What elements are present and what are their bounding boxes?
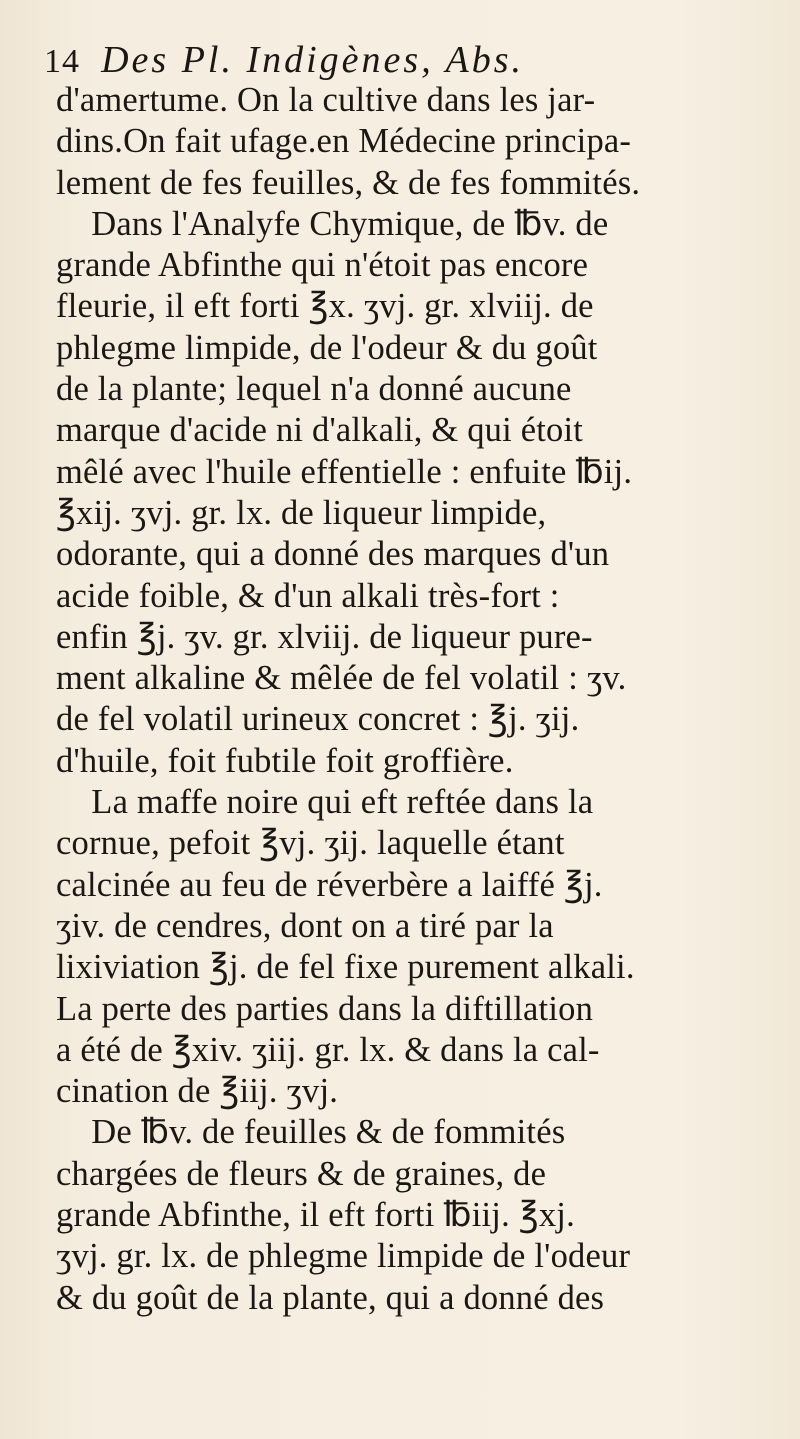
text-line: d'amertume. On la cultive dans les jar- [56,81,596,119]
text-line: grande Abfinthe, il eft forti ℔iij. ℥xj. [56,1196,575,1235]
text-line: ʒvj. gr. lx. de phlegme limpide de l'odeur [56,1237,631,1276]
text-line: enfin ℥j. ʒv. gr. xlviij. de liqueur pure- [56,617,593,656]
text-line: dins.On fait ufage.en Médecine principa- [56,122,632,161]
text-line: cination de ℥iij. ʒvj. [56,1072,339,1111]
text-line: ment alkaline & mêlée de fel volatil : ʒv. [56,659,627,698]
text-line: odorante, qui a donné des marques d'un [56,535,610,574]
text-line: cornue, pefoit ℥vj. ʒij. laquelle étant [56,824,565,863]
text-line: a été de ℥xiv. ʒiij. gr. lx. & dans la cal- [56,1030,600,1069]
text-line: & du goût de la plante, qui a donné des [56,1278,605,1317]
text-line: Dans l'Analyfe Chymique, de ℔v. de [56,204,609,243]
text-line: d'huile, foit fubtile foit groffière. [56,741,514,780]
text-line: de la plante; lequel n'a donné aucune [56,370,572,409]
text-line: phlegme limpide, de l'odeur & du goût [56,328,598,367]
page-number: 14 [44,43,80,80]
text-line: ℥xij. ʒvj. gr. lx. de liqueur limpide, [56,493,547,532]
text-line: La maffe noire qui eft reftée dans la [56,783,594,822]
body-text [56,80,776,1319]
text-line: lixiviation ℥j. de fel fixe purement alkali. [56,948,635,987]
text-line: De ℔v. de feuilles & de fommités [56,1113,566,1152]
running-title: Des Pl. Indigènes, Abs. [101,39,525,81]
text-line: acide foible, & d'un alkali très-fort : [56,576,560,615]
text-line: La perte des parties dans la diftillation [56,989,594,1028]
text-line: fleurie, il eft forti ℥x. ʒvj. gr. xlviij. de [56,287,594,326]
text-line: chargées de fleurs & de graines, de [56,1154,547,1193]
text-line: mêlé avec l'huile effentielle : enfuite ℔ij. [56,452,633,491]
text-line: ʒiv. de cendres, dont on a tiré par la [56,906,554,945]
text-line: de fel volatil urineux concret : ℥j. ʒij. [56,700,580,739]
text-line: lement de fes feuilles, & de fes fommités. [56,163,641,202]
text-line: marque d'acide ni d'alkali, & qui étoit [56,411,584,450]
text-line: calcinée au feu de réverbère a laiffé ℥j. [56,865,603,904]
text-line: grande Abfinthe qui n'étoit pas encore [56,246,589,285]
